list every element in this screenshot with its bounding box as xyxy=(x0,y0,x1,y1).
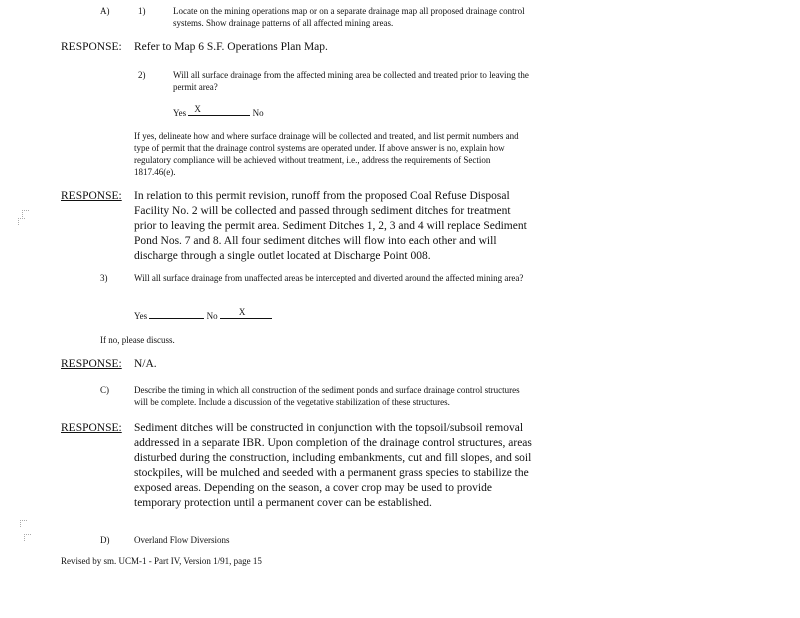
no-label: No xyxy=(206,311,218,321)
no-mark: X xyxy=(238,307,246,317)
response-label: RESPONSE: xyxy=(61,358,122,370)
item-a-letter: A) xyxy=(100,6,110,16)
response-text: In relation to this permit revision, runoff from the proposed Coal Refuse Disposal Facility No. 2 will be collected and passed through sediment ditches for treatment prior to leaving the permit area. Sediment Ditches 1, 2, 3 and 4 will replace Sediment Pond Nos. 7 and 8. All four sediment ditches will flow into each other and will discharge through a single outlet located at Discharge Point 008. xyxy=(134,190,527,262)
question-3-note: If no, please discuss. xyxy=(100,335,175,345)
item-d-letter: D) xyxy=(100,535,110,545)
yes-blank xyxy=(149,309,204,319)
item-a-text: Locate on the mining operations map or on a separate drainage map all proposed drainage control systems. Show drainage patterns of all affected mining areas. xyxy=(173,6,525,28)
question-3-text: Will all surface drainage from unaffected areas be intercepted and diverted around the affected mining area? xyxy=(134,273,524,283)
item-c-text: Describe the timing in which all construction of the sediment ponds and surface drainage control structures will be complete. Include a discussion of the vegetative stabilization of these structures. xyxy=(134,385,520,407)
response-text: Sediment ditches will be constructed in conjunction with the topsoil/subsoil removal addressed in a separate IBR. Upon completion of the drainage control structures, areas disturbed during the construction, including embankments, cut and fill slopes, and soil stockpiles, will be mulched and seeded with a permanent grass species to stabilize the exposed areas. Depending on the season, a cover crop may be used to provide temporary protection until a permanent cover can be established. xyxy=(134,422,532,509)
question-3-number: 3) xyxy=(100,273,108,283)
scan-mark xyxy=(18,218,25,225)
scan-mark xyxy=(22,210,29,217)
question-2-note: If yes, delineate how and where surface drainage will be collected and treated, and list permit numbers and type of permit that the drainage control systems are operated under. If above answer is no, explain how regulatory compliance will be achieved without treatment, i.e., address the requirements of Section 1817.46(e). xyxy=(134,131,519,177)
question-2-text: Will all surface drainage from the affected mining area be collected and treated prior to leaving the permit area? xyxy=(173,70,529,92)
yes-mark: X xyxy=(194,104,201,114)
response-label: RESPONSE: xyxy=(61,41,122,53)
response-text: N/A. xyxy=(134,358,157,370)
question-3-answer xyxy=(134,309,272,322)
item-a-number: 1) xyxy=(138,6,146,16)
no-blank xyxy=(220,309,272,319)
scan-mark xyxy=(24,534,31,541)
question-2-number: 2) xyxy=(138,70,146,80)
yes-blank xyxy=(188,106,218,116)
page-footer: Revised by sm. UCM-1 - Part IV, Version 1/91, page 15 xyxy=(61,556,262,566)
item-c-letter: C) xyxy=(100,385,109,395)
question-2-answer xyxy=(173,106,264,119)
yes-label: Yes xyxy=(134,311,148,321)
scan-mark xyxy=(20,520,27,527)
response-text: Refer to Map 6 S.F. Operations Plan Map. xyxy=(134,41,328,53)
yes-label: Yes xyxy=(173,108,187,118)
response-label: RESPONSE: xyxy=(61,190,122,202)
no-label: No xyxy=(252,108,264,118)
item-d-text: Overland Flow Diversions xyxy=(134,535,230,545)
response-label: RESPONSE: xyxy=(61,422,122,434)
no-blank xyxy=(218,106,250,116)
